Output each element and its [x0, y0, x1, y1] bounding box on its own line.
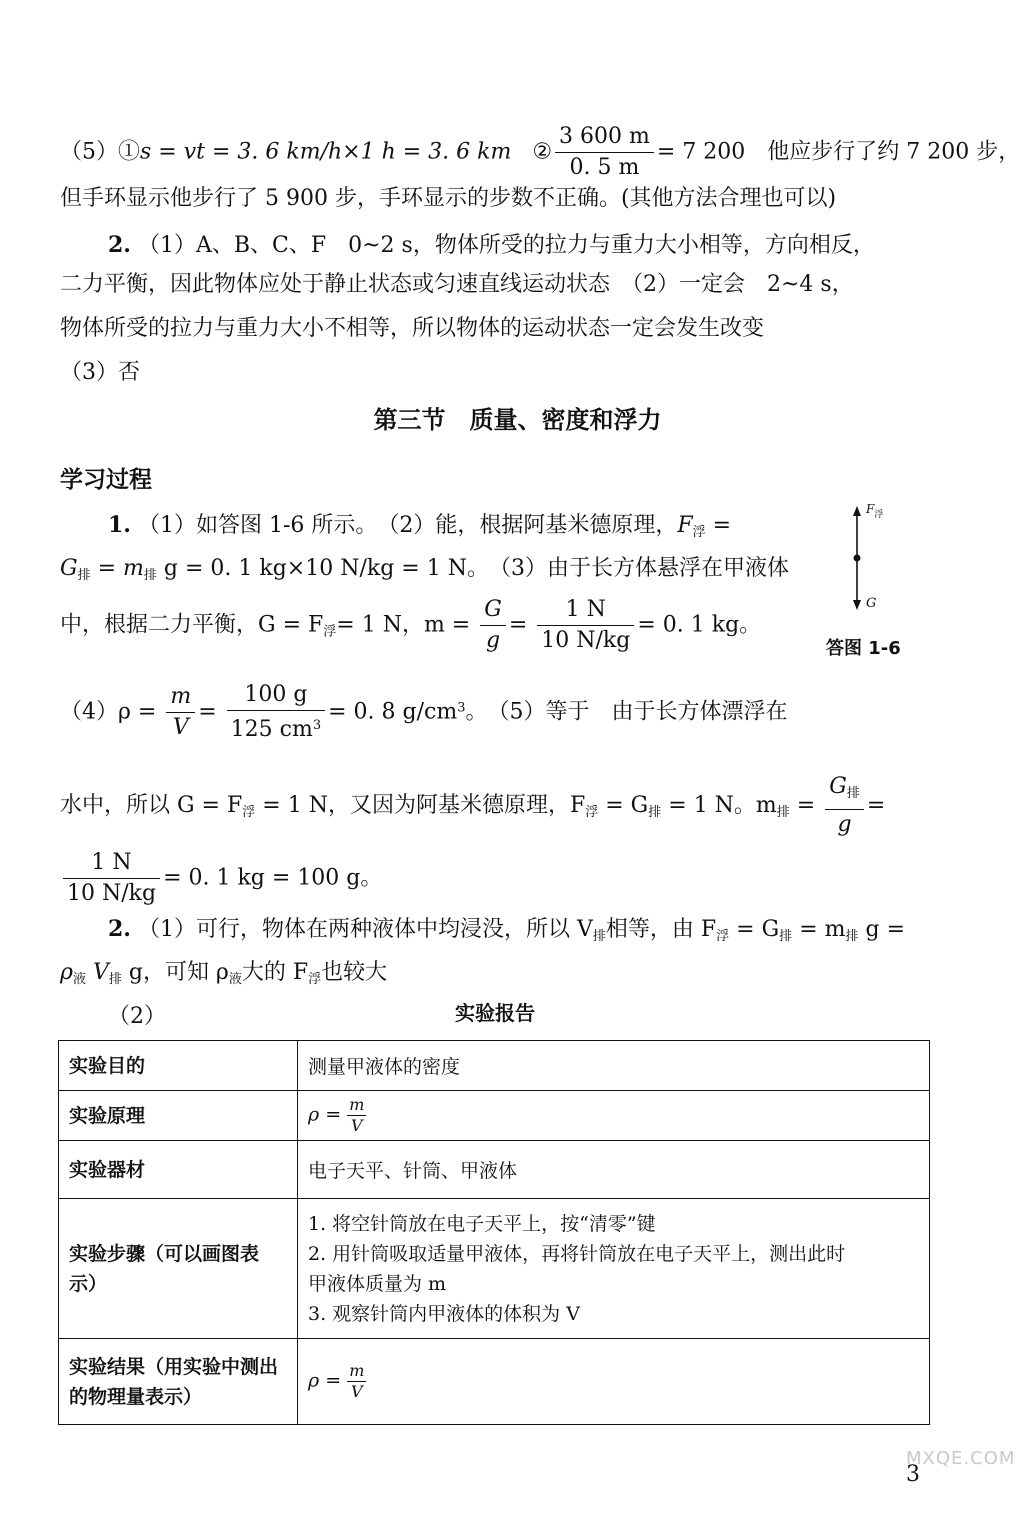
q2-line1: 2. （1）A、B、C、F 0~2 s，物体所受的拉力与重力大小相等，方向相反，	[108, 232, 875, 258]
watermark: MXQE.COM	[906, 1448, 1016, 1469]
q2b-line3: （2）	[108, 1004, 166, 1029]
table-row	[59, 1091, 930, 1141]
fraction-G-g: $\frac{G}{g}$	[480, 595, 506, 656]
row-value: 电子天平、针筒、甲液体	[298, 1141, 930, 1199]
q1-line3: 中，根据二力平衡，$G = F_浮= 1$ N，m = $\frac{G}{g}$ = $\frac{1 N}{10 N/kg}$ = 0. 1 kg。	[60, 595, 761, 656]
q1-line6: $\frac{1 N}{10 N/kg}$ = 0. 1 kg = 100 g。	[60, 848, 382, 909]
subsection-title: 学习过程	[60, 467, 152, 493]
table-row	[59, 1199, 930, 1339]
page-number: 3	[906, 1462, 920, 1487]
force-label-bottom: G	[866, 596, 877, 611]
label-circle-2: ②	[532, 139, 553, 165]
steps-result: = 7 200 他应步行了约 7 200 步，	[656, 139, 1021, 165]
step-1: 1. 将空针筒放在电子天平上，按“清零”键	[308, 1212, 656, 1235]
q2-line3: 物体所受的拉力与重力大小不相等，所以物体的运动状态一定会发生改变	[60, 316, 765, 341]
q2-line4: （3）否	[60, 360, 140, 385]
report-title: 实验报告	[455, 1001, 535, 1025]
row-label: 实验器材	[59, 1141, 298, 1199]
fraction-1N: $\frac{1 N}{10 N/kg}$	[537, 595, 634, 656]
row-formula: ρ = $\frac{m}{V}$	[298, 1091, 930, 1141]
row-label: 实验步骤（可以画图表示）	[59, 1199, 298, 1339]
row-formula: ρ = $\frac{m}{V}$	[298, 1339, 930, 1425]
force-label-top: $F_浮$	[866, 502, 884, 520]
report-table	[58, 1040, 930, 1425]
step-2: 2. 用针筒吸取适量甲液体，再将针筒放在电子天平上，测出此时	[308, 1242, 846, 1265]
row-label: 实验原理	[59, 1091, 298, 1141]
answer-line-5b: 但手环显示他步行了 5 900 步，手环显示的步数不正确。(其他方法合理也可以)	[60, 186, 837, 211]
fraction-100g: $\frac{100 g}{125 cm^3}$	[227, 680, 325, 745]
q2b-line2: $\rho_液$ $V_排$ g，可知 $\rho_液$大的 $F_浮$也较大	[60, 960, 388, 987]
q1-line5: 水中，所以 $G = F_浮 = 1$ N，又因为阿基米德原理，$F_浮 = G_排 = 1$ N。$m_排$ = $\frac{G_排}{g}$ =	[60, 772, 885, 840]
q1-line4: （4）ρ = $\frac{m}{V}$ = $\frac{100 g}{125 cm^3}$ = 0. 8 $g/cm^3$。 （5）等于 由于长方体漂浮在	[60, 680, 787, 745]
formula-s: s = vt = 3. 6 km/h×1 h = 3. 6 km	[140, 139, 512, 165]
fraction-steps	[555, 122, 654, 183]
fraction-G-pai: $\frac{G_排}{g}$	[825, 772, 864, 840]
q1-line2: $G_排 = m_排$ g = 0. 1 kg×10 N/kg = 1 N。 （3）由于长方体悬浮在甲液体	[60, 556, 789, 583]
row-label: 实验结果（用实验中测出的物理量表示）	[59, 1339, 298, 1425]
fraction-den: 0. 5 m	[569, 155, 640, 180]
row-label: 实验目的	[59, 1041, 298, 1091]
label-5: （5）①	[60, 139, 140, 165]
force-diagram	[820, 500, 930, 670]
table-row	[59, 1339, 930, 1425]
fraction-num: 3 600 m	[555, 122, 654, 153]
section-title: 第三节 质量、密度和浮力	[373, 406, 662, 434]
answer-line-5	[60, 122, 1020, 183]
step-3: 3. 观察针筒内甲液体的体积为 V	[308, 1302, 580, 1325]
fraction-1N-b: $\frac{1 N}{10 N/kg}$	[63, 848, 160, 909]
table-row	[59, 1041, 930, 1091]
step-2-cont: 甲液体质量为 m	[308, 1272, 447, 1295]
q2-line2: 二力平衡，因此物体应处于静止状态或匀速直线运动状态 （2）一定会 2~4 s，	[60, 272, 854, 297]
figure-caption: 答图 1-6	[826, 638, 901, 659]
q1-line1: 1. （1）如答图 1-6 所示。 （2）能，根据阿基米德原理，$F_浮$ =	[108, 512, 732, 540]
row-steps	[298, 1199, 930, 1339]
row-value: 测量甲液体的密度	[298, 1041, 930, 1091]
q2b-line1: 2. （1）可行，物体在两种液体中均浸没，所以 $V_排$相等，由 $F_浮 = G_排 = m_排$ g =	[108, 916, 906, 944]
table-row	[59, 1141, 930, 1199]
fraction-m-V: $\frac{m}{V}$	[166, 682, 195, 743]
